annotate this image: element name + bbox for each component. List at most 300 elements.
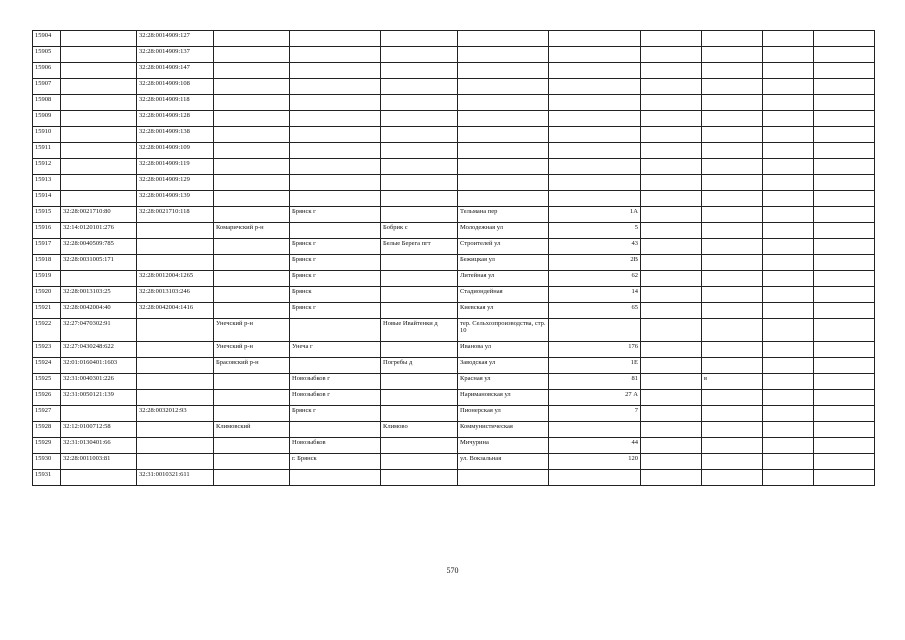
street-cell (458, 143, 549, 159)
district-cell (214, 111, 290, 127)
street-cell: ул. Вокзальная (458, 454, 549, 470)
table-row (33, 63, 875, 79)
city-cell (290, 143, 381, 159)
street-cell (458, 31, 549, 47)
col-9-cell (641, 95, 702, 111)
table-row (33, 175, 875, 191)
settlement-cell (381, 390, 458, 406)
table-row (33, 239, 875, 255)
row-number-cell: 15925 (33, 374, 61, 390)
cadastral-number-cell: 32:01:0160401:1603 (61, 358, 137, 374)
settlement-cell (381, 95, 458, 111)
row-number-cell: 15914 (33, 191, 61, 207)
col-12-cell (814, 287, 875, 303)
cadastral-number-cell: 32:12:0100712:58 (61, 422, 137, 438)
city-cell (290, 422, 381, 438)
col-11-cell (763, 111, 814, 127)
city-cell: г. Брянск (290, 454, 381, 470)
col-11-cell (763, 303, 814, 319)
street-cell (458, 470, 549, 486)
row-number-cell: 15922 (33, 319, 61, 342)
col-12-cell (814, 239, 875, 255)
house-number-cell (549, 127, 641, 143)
col-12-cell (814, 111, 875, 127)
city-cell: Новозыбков г (290, 374, 381, 390)
street-cell: Иванова ул (458, 342, 549, 358)
col-11-cell (763, 63, 814, 79)
table-row (33, 454, 875, 470)
row-number-cell: 15916 (33, 223, 61, 239)
row-number-cell: 15910 (33, 127, 61, 143)
col-10-cell (702, 470, 763, 486)
col-11-cell (763, 159, 814, 175)
col-9-cell (641, 255, 702, 271)
table-row (33, 31, 875, 47)
street-cell: Бежицкая ул (458, 255, 549, 271)
district-cell (214, 143, 290, 159)
col-10-cell (702, 207, 763, 223)
building-cadastral-number-cell: 32:28:0042004:1416 (137, 303, 214, 319)
row-number-cell: 15924 (33, 358, 61, 374)
city-cell: Унеча г (290, 342, 381, 358)
col-9-cell (641, 223, 702, 239)
city-cell: Брянск г (290, 255, 381, 271)
district-cell (214, 191, 290, 207)
table-row (33, 127, 875, 143)
settlement-cell (381, 47, 458, 63)
building-cadastral-number-cell (137, 255, 214, 271)
settlement-cell (381, 159, 458, 175)
col-10-cell (702, 31, 763, 47)
col-11-cell (763, 287, 814, 303)
cadastral-number-cell: 32:28:0042004:40 (61, 303, 137, 319)
cadastral-number-cell: 32:28:0013103:25 (61, 287, 137, 303)
district-cell: Унечский р-н (214, 319, 290, 342)
house-number-cell (549, 95, 641, 111)
street-cell: Строителей ул (458, 239, 549, 255)
settlement-cell: Бобрик с (381, 223, 458, 239)
house-number-cell: 176 (549, 342, 641, 358)
col-10-cell (702, 63, 763, 79)
building-cadastral-number-cell: 32:28:0014909:137 (137, 47, 214, 63)
city-cell (290, 175, 381, 191)
row-number-cell: 15920 (33, 287, 61, 303)
building-cadastral-number-cell: 32:28:0021710:118 (137, 207, 214, 223)
house-number-cell: 65 (549, 303, 641, 319)
col-10-cell (702, 390, 763, 406)
col-11-cell (763, 95, 814, 111)
house-number-cell (549, 422, 641, 438)
cadastral-number-cell: 32:28:0040509:785 (61, 239, 137, 255)
house-number-cell: 14 (549, 287, 641, 303)
col-11-cell (763, 79, 814, 95)
building-cadastral-number-cell: 32:28:0014909:129 (137, 175, 214, 191)
building-cadastral-number-cell (137, 374, 214, 390)
district-cell (214, 255, 290, 271)
row-number-cell: 15921 (33, 303, 61, 319)
table-row (33, 390, 875, 406)
col-9-cell (641, 47, 702, 63)
col-10-cell (702, 95, 763, 111)
col-10-cell (702, 255, 763, 271)
col-12-cell (814, 223, 875, 239)
street-cell: Стадиондейная (458, 287, 549, 303)
building-cadastral-number-cell: 32:28:0014909:108 (137, 79, 214, 95)
col-11-cell (763, 223, 814, 239)
house-number-cell (549, 31, 641, 47)
house-number-cell: 7 (549, 406, 641, 422)
table-row (33, 207, 875, 223)
building-cadastral-number-cell: 32:28:0014909:119 (137, 159, 214, 175)
col-11-cell (763, 422, 814, 438)
city-cell: Брянск (290, 287, 381, 303)
house-number-cell (549, 470, 641, 486)
col-12-cell (814, 422, 875, 438)
table-row (33, 143, 875, 159)
district-cell: Брасовский р-н (214, 358, 290, 374)
row-number-cell: 15907 (33, 79, 61, 95)
row-number-cell: 15909 (33, 111, 61, 127)
col-12-cell (814, 191, 875, 207)
cadastral-number-cell (61, 63, 137, 79)
street-cell (458, 111, 549, 127)
district-cell (214, 303, 290, 319)
district-cell (214, 239, 290, 255)
street-cell: Тельмана пер (458, 207, 549, 223)
district-cell (214, 454, 290, 470)
row-number-cell: 15930 (33, 454, 61, 470)
building-cadastral-number-cell (137, 223, 214, 239)
settlement-cell (381, 127, 458, 143)
col-12-cell (814, 271, 875, 287)
col-10-cell (702, 47, 763, 63)
row-number-cell: 15906 (33, 63, 61, 79)
col-10-cell: в (702, 374, 763, 390)
col-9-cell (641, 342, 702, 358)
row-number-cell: 15928 (33, 422, 61, 438)
district-cell (214, 287, 290, 303)
city-cell: Брянск г (290, 207, 381, 223)
district-cell (214, 374, 290, 390)
city-cell (290, 470, 381, 486)
cadastral-number-cell: 32:27:0470302:91 (61, 319, 137, 342)
table-row (33, 47, 875, 63)
col-12-cell (814, 319, 875, 342)
cadastral-number-cell (61, 191, 137, 207)
city-cell (290, 127, 381, 143)
col-11-cell (763, 207, 814, 223)
street-cell (458, 63, 549, 79)
house-number-cell: 1Е (549, 358, 641, 374)
table-row (33, 223, 875, 239)
col-11-cell (763, 406, 814, 422)
district-cell (214, 175, 290, 191)
col-9-cell (641, 239, 702, 255)
cadastral-number-cell (61, 175, 137, 191)
col-10-cell (702, 159, 763, 175)
col-12-cell (814, 255, 875, 271)
col-11-cell (763, 271, 814, 287)
building-cadastral-number-cell: 32:28:0014909:118 (137, 95, 214, 111)
settlement-cell (381, 79, 458, 95)
table-row (33, 406, 875, 422)
district-cell (214, 159, 290, 175)
building-cadastral-number-cell (137, 239, 214, 255)
col-12-cell (814, 470, 875, 486)
settlement-cell (381, 271, 458, 287)
house-number-cell: 44 (549, 438, 641, 454)
street-cell (458, 95, 549, 111)
district-cell (214, 63, 290, 79)
building-cadastral-number-cell (137, 319, 214, 342)
cadastral-number-cell (61, 47, 137, 63)
house-number-cell (549, 191, 641, 207)
house-number-cell: 43 (549, 239, 641, 255)
table-row (33, 358, 875, 374)
col-12-cell (814, 303, 875, 319)
building-cadastral-number-cell: 32:28:0014909:139 (137, 191, 214, 207)
district-cell (214, 438, 290, 454)
street-cell (458, 127, 549, 143)
street-cell: Заводская ул (458, 358, 549, 374)
table-row (33, 303, 875, 319)
building-cadastral-number-cell (137, 454, 214, 470)
col-9-cell (641, 79, 702, 95)
row-number-cell: 15905 (33, 47, 61, 63)
settlement-cell (381, 143, 458, 159)
col-9-cell (641, 143, 702, 159)
cadastral-number-cell: 32:28:0021710:80 (61, 207, 137, 223)
district-cell (214, 207, 290, 223)
col-12-cell (814, 79, 875, 95)
settlement-cell: Белые Берега пгт (381, 239, 458, 255)
col-12-cell (814, 159, 875, 175)
settlement-cell (381, 191, 458, 207)
col-10-cell (702, 127, 763, 143)
col-9-cell (641, 374, 702, 390)
col-10-cell (702, 358, 763, 374)
row-number-cell: 15912 (33, 159, 61, 175)
col-10-cell (702, 454, 763, 470)
city-cell (290, 95, 381, 111)
row-number-cell: 15931 (33, 470, 61, 486)
house-number-cell: 27 А (549, 390, 641, 406)
settlement-cell (381, 31, 458, 47)
register-table (32, 30, 875, 486)
building-cadastral-number-cell (137, 358, 214, 374)
col-11-cell (763, 374, 814, 390)
district-cell: Комаричский р-н (214, 223, 290, 239)
table-row (33, 79, 875, 95)
settlement-cell: Новые Ивайтенки д (381, 319, 458, 342)
cadastral-number-cell (61, 159, 137, 175)
cadastral-number-cell: 32:28:0011003:81 (61, 454, 137, 470)
settlement-cell (381, 207, 458, 223)
city-cell (290, 191, 381, 207)
cadastral-number-cell: 32:31:0050121:139 (61, 390, 137, 406)
house-number-cell (549, 79, 641, 95)
settlement-cell (381, 303, 458, 319)
cadastral-number-cell: 32:14:0120101:276 (61, 223, 137, 239)
col-9-cell (641, 287, 702, 303)
district-cell (214, 406, 290, 422)
col-11-cell (763, 255, 814, 271)
table-row (33, 271, 875, 287)
street-cell: Литейная ул (458, 271, 549, 287)
cadastral-number-cell (61, 271, 137, 287)
building-cadastral-number-cell (137, 422, 214, 438)
col-11-cell (763, 127, 814, 143)
col-9-cell (641, 175, 702, 191)
table-row (33, 111, 875, 127)
row-number-cell: 15923 (33, 342, 61, 358)
col-11-cell (763, 438, 814, 454)
col-9-cell (641, 271, 702, 287)
building-cadastral-number-cell (137, 342, 214, 358)
col-10-cell (702, 175, 763, 191)
street-cell (458, 47, 549, 63)
col-11-cell (763, 143, 814, 159)
house-number-cell (549, 47, 641, 63)
table-row (33, 319, 875, 342)
col-10-cell (702, 223, 763, 239)
row-number-cell: 15918 (33, 255, 61, 271)
col-10-cell (702, 191, 763, 207)
district-cell (214, 390, 290, 406)
street-cell (458, 191, 549, 207)
house-number-cell: 5 (549, 223, 641, 239)
settlement-cell (381, 111, 458, 127)
cadastral-number-cell (61, 79, 137, 95)
cadastral-number-cell: 32:31:0040301:226 (61, 374, 137, 390)
col-11-cell (763, 454, 814, 470)
settlement-cell (381, 63, 458, 79)
settlement-cell (381, 374, 458, 390)
cadastral-number-cell (61, 95, 137, 111)
city-cell: Брянск г (290, 406, 381, 422)
house-number-cell (549, 111, 641, 127)
settlement-cell (381, 342, 458, 358)
row-number-cell: 15929 (33, 438, 61, 454)
city-cell (290, 63, 381, 79)
cadastral-number-cell: 32:31:0130401:66 (61, 438, 137, 454)
col-12-cell (814, 342, 875, 358)
district-cell (214, 127, 290, 143)
col-9-cell (641, 438, 702, 454)
col-12-cell (814, 175, 875, 191)
col-9-cell (641, 31, 702, 47)
street-cell: Молодежная ул (458, 223, 549, 239)
cadastral-number-cell (61, 143, 137, 159)
col-12-cell (814, 438, 875, 454)
row-number-cell: 15919 (33, 271, 61, 287)
row-number-cell: 15908 (33, 95, 61, 111)
col-10-cell (702, 406, 763, 422)
building-cadastral-number-cell: 32:28:0014909:147 (137, 63, 214, 79)
city-cell (290, 159, 381, 175)
cadastral-number-cell (61, 406, 137, 422)
settlement-cell: Погребы д (381, 358, 458, 374)
district-cell (214, 271, 290, 287)
house-number-cell (549, 63, 641, 79)
col-11-cell (763, 47, 814, 63)
table-row (33, 287, 875, 303)
col-11-cell (763, 175, 814, 191)
col-12-cell (814, 390, 875, 406)
city-cell (290, 111, 381, 127)
col-11-cell (763, 31, 814, 47)
house-number-cell (549, 143, 641, 159)
house-number-cell: 2В (549, 255, 641, 271)
col-9-cell (641, 207, 702, 223)
house-number-cell: 1А (549, 207, 641, 223)
col-9-cell (641, 191, 702, 207)
cadastral-number-cell (61, 470, 137, 486)
col-9-cell (641, 111, 702, 127)
col-9-cell (641, 63, 702, 79)
building-cadastral-number-cell: 32:28:0012004:1265 (137, 271, 214, 287)
col-9-cell (641, 470, 702, 486)
col-12-cell (814, 31, 875, 47)
house-number-cell: 120 (549, 454, 641, 470)
house-number-cell (549, 319, 641, 342)
settlement-cell (381, 255, 458, 271)
col-9-cell (641, 406, 702, 422)
street-cell: Мичурина (458, 438, 549, 454)
cadastral-number-cell (61, 31, 137, 47)
city-cell: Новозыбков (290, 438, 381, 454)
col-9-cell (641, 319, 702, 342)
col-12-cell (814, 95, 875, 111)
cadastral-number-cell: 32:27:0430248:622 (61, 342, 137, 358)
col-11-cell (763, 319, 814, 342)
city-cell: Брянск г (290, 303, 381, 319)
settlement-cell (381, 406, 458, 422)
district-cell (214, 79, 290, 95)
table-body (33, 31, 875, 486)
row-number-cell: 15917 (33, 239, 61, 255)
col-12-cell (814, 358, 875, 374)
row-number-cell: 15911 (33, 143, 61, 159)
street-cell (458, 175, 549, 191)
building-cadastral-number-cell (137, 438, 214, 454)
col-12-cell (814, 127, 875, 143)
col-12-cell (814, 63, 875, 79)
table-row (33, 374, 875, 390)
col-9-cell (641, 454, 702, 470)
settlement-cell (381, 175, 458, 191)
col-11-cell (763, 239, 814, 255)
col-10-cell (702, 287, 763, 303)
col-11-cell (763, 358, 814, 374)
district-cell (214, 95, 290, 111)
row-number-cell: 15904 (33, 31, 61, 47)
city-cell (290, 319, 381, 342)
table-row (33, 438, 875, 454)
house-number-cell: 62 (549, 271, 641, 287)
row-number-cell: 15927 (33, 406, 61, 422)
house-number-cell (549, 175, 641, 191)
col-10-cell (702, 303, 763, 319)
col-10-cell (702, 111, 763, 127)
city-cell (290, 31, 381, 47)
street-cell: Коммунистическая (458, 422, 549, 438)
col-10-cell (702, 319, 763, 342)
street-cell: Наримановская ул (458, 390, 549, 406)
col-10-cell (702, 271, 763, 287)
col-9-cell (641, 422, 702, 438)
col-12-cell (814, 143, 875, 159)
